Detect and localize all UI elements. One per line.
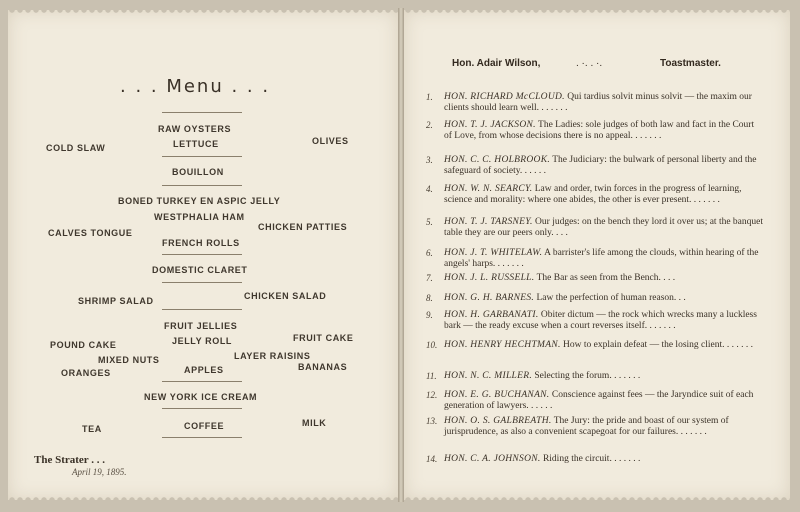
menu-title: . . . Menu . . .	[120, 76, 271, 97]
menu-item: BOUILLON	[172, 167, 224, 177]
toast-entry	[444, 120, 764, 142]
toast-speaker: HON. J. L. RUSSELL.	[444, 273, 535, 283]
menu-item: CHICKEN SALAD	[244, 291, 327, 301]
event-date: April 19, 1895.	[72, 467, 127, 477]
menu-item: FRENCH ROLLS	[162, 238, 240, 248]
toast-number: 6.	[426, 248, 433, 258]
menu-item: POUND CAKE	[50, 340, 117, 350]
toast-speaker: HON. G. H. BARNES.	[444, 293, 535, 303]
menu-item: FRUIT JELLIES	[164, 321, 238, 331]
menu-item: WESTPHALIA HAM	[154, 212, 245, 222]
toast-entry	[444, 92, 764, 114]
toast-number: 3.	[426, 155, 433, 165]
menu-item: LETTUCE	[173, 139, 219, 149]
toast-subject: The Bar as seen from the Bench. . . .	[534, 273, 676, 283]
divider	[162, 408, 242, 409]
deckle-edge-bottom	[8, 494, 398, 500]
toast-entry	[444, 310, 764, 332]
toast-number: 8.	[426, 293, 433, 303]
toast-speaker: HON. T. J. TARSNEY.	[444, 217, 533, 227]
divider	[162, 156, 242, 157]
divider	[162, 185, 242, 186]
toast-speaker: HON. C. A. JOHNSON.	[444, 454, 541, 464]
divider	[162, 112, 242, 113]
menu-page	[8, 10, 398, 500]
toast-speaker: HON. H. GARBANATI.	[444, 310, 539, 320]
toasts-page	[404, 10, 790, 500]
toast-speaker: HON. O. S. GALBREATH.	[444, 416, 552, 426]
toast-entry	[444, 371, 764, 382]
toast-subject: Selecting the forum. . . . . . .	[532, 371, 641, 381]
toast-entry	[444, 217, 764, 239]
toast-number: 9.	[426, 310, 433, 320]
menu-item: APPLES	[184, 365, 224, 375]
menu-item: ORANGES	[61, 368, 111, 378]
toast-number: 14.	[426, 454, 438, 464]
menu-item: COFFEE	[184, 421, 225, 431]
toast-number: 7.	[426, 273, 433, 283]
toast-subject: Law and order, twin forces in the progress of learning, science and morality: where one abides, the other is ever present. . . . . . .	[444, 184, 742, 205]
menu-item: OLIVES	[312, 136, 349, 146]
toast-number: 13.	[426, 416, 438, 426]
menu-item: BANANAS	[298, 362, 348, 372]
menu-item: COLD SLAW	[46, 143, 106, 153]
toast-number: 5.	[426, 217, 433, 227]
toast-number: 4.	[426, 184, 433, 194]
menu-item: LAYER RAISINS	[234, 351, 311, 361]
toast-speaker: HON. HENRY HECHTMAN.	[444, 340, 561, 350]
toast-subject: The Ladies: sole judges of both law and fact in the Court of Love, from whose decisions there is no appeal. . . . . . .	[444, 120, 755, 141]
toast-number: 1.	[426, 92, 433, 102]
toastmaster-name: Hon. Adair Wilson,	[452, 58, 541, 69]
toast-entry	[444, 155, 764, 177]
menu-item: TEA	[82, 424, 102, 434]
toast-entry	[444, 390, 764, 412]
menu-item: RAW OYSTERS	[158, 124, 232, 134]
venue-name: The Strater . . .	[34, 454, 105, 466]
toast-speaker: HON. N. C. MILLER.	[444, 371, 533, 381]
toast-speaker: HON. RICHARD McCLOUD.	[444, 92, 565, 102]
toast-entry	[444, 184, 764, 206]
toast-subject: Riding the circuit. . . . . . .	[540, 454, 641, 464]
menu-item: MIXED NUTS	[98, 355, 160, 365]
toast-entry	[444, 293, 764, 304]
toast-number: 11.	[426, 371, 437, 381]
toast-subject: Conscience against fees — the Jaryndice suit of each generation of lawyers. . . . . .	[444, 390, 754, 411]
menu-item: CALVES TONGUE	[48, 228, 133, 238]
menu-item: NEW YORK ICE CREAM	[144, 392, 258, 402]
toast-subject: Obiter dictum — the rock which wrecks many a luckless bark — the ready excuse when a court reverses itself. . . . . . .	[444, 310, 757, 331]
menu-item: JELLY ROLL	[172, 336, 233, 346]
menu-item: FRUIT CAKE	[293, 333, 354, 343]
toast-subject: How to explain defeat — the losing client. . . . . . .	[560, 340, 754, 350]
toast-speaker: HON. E. G. BUCHANAN.	[444, 390, 550, 400]
menu-item: DOMESTIC CLARET	[152, 265, 248, 275]
toast-speaker: HON. J. T. WHITELAW.	[444, 248, 543, 258]
toast-speaker: HON. T. J. JACKSON.	[444, 120, 536, 130]
toast-subject: The Jury: the pride and boast of our system of jurisprudence, as also a convenient scapegoat for our failures. . . . . . .	[444, 416, 729, 437]
divider	[162, 254, 242, 255]
toast-entry	[444, 340, 764, 351]
toast-entry	[444, 416, 764, 438]
toastmaster-label: Toastmaster.	[660, 58, 721, 69]
toast-subject: Law the perfection of human reason. . .	[534, 293, 686, 303]
deckle-edge-bottom	[404, 494, 790, 500]
deckle-edge-top	[8, 10, 398, 16]
divider	[162, 381, 242, 382]
toast-number: 12.	[426, 390, 438, 400]
toast-subject: The Judiciary: the bulwark of personal liberty and the safeguard of society. . . . . .	[444, 155, 757, 176]
toast-speaker: HON. C. C. HOLBROOK.	[444, 155, 551, 165]
menu-item: MILK	[302, 418, 327, 428]
toast-subject: A barrister's life among the clouds, within hearing of the angels' harps. . . . . . .	[444, 248, 759, 269]
toast-entry	[444, 248, 764, 270]
toast-speaker: HON. W. N. SEARCY.	[444, 184, 533, 194]
toast-subject: Qui tardius solvit minus solvit — the maxim our clients should learn well. . . . . . .	[444, 92, 752, 113]
divider	[162, 282, 242, 283]
toast-number: 2.	[426, 120, 433, 130]
divider	[162, 437, 242, 438]
ornament-dots: . ·. . ·.	[576, 58, 603, 69]
menu-item: SHRIMP SALAD	[78, 296, 154, 306]
menu-item: CHICKEN PATTIES	[258, 222, 348, 232]
menu-item: BONED TURKEY EN ASPIC JELLY	[118, 196, 281, 206]
toast-entry	[444, 273, 764, 284]
toast-subject: Our judges: on the bench they lord it over us; at the banquet table they are our peers only. . . .	[444, 217, 763, 238]
deckle-edge-top	[404, 10, 790, 16]
divider	[162, 309, 242, 310]
toast-number: 10.	[426, 340, 438, 350]
toast-entry	[444, 454, 764, 465]
